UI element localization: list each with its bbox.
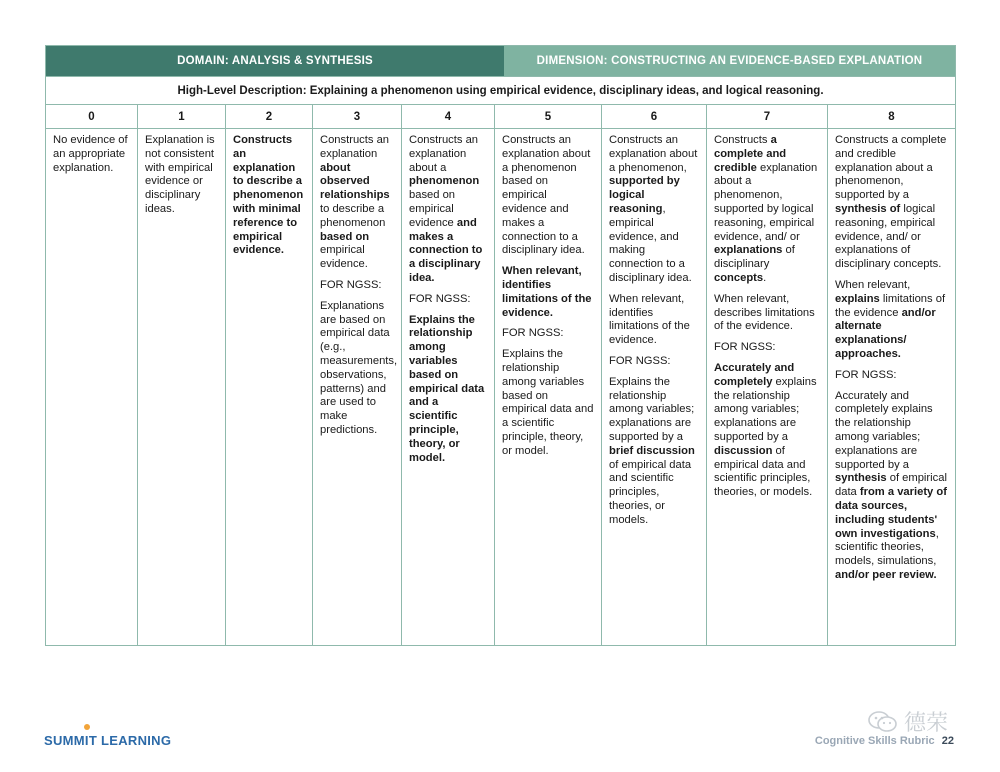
cell-3-p1d: based on — [320, 230, 370, 243]
cell-6-p1b: supported by logical reasoning — [609, 175, 680, 215]
cell-3-p1e: empirical evidence. — [320, 244, 368, 271]
cell-8-p3f: and/or peer review. — [835, 568, 937, 581]
cell-1-text: Explanation is not consistent with empirical evidence or disciplinary ideas. — [145, 134, 215, 215]
cell-7-p1a: Constructs — [714, 134, 771, 146]
header-row — [46, 46, 955, 76]
cell-3-p1a: Constructs an explanation — [320, 134, 390, 160]
cell-6-ngss-label: FOR NGSS: — [609, 354, 671, 367]
cell-3-ngss-label: FOR NGSS: — [320, 278, 382, 291]
cell-4-p1c: based on empirical evidence — [409, 189, 457, 229]
score-8: 8 — [827, 105, 955, 128]
cell-8-p1b: synthesis of — [835, 202, 901, 215]
cell-3 — [312, 129, 401, 645]
cell-7-p3 — [714, 362, 820, 500]
footer-page-info — [815, 735, 954, 747]
descriptor-row — [46, 128, 955, 645]
cell-8-p1c: logical reasoning, empirical evidence, and/ or explanations of disciplinary concepts. — [835, 202, 942, 271]
cell-5-p2: When relevant, identifies limitations of the evidence. — [502, 265, 592, 319]
cell-6-p3a: Explains the relationship among variables; explanations are supported by a — [609, 375, 695, 443]
score-3: 3 — [312, 105, 401, 128]
cell-8-p2d: and/or alternate explanations/ approaches. — [835, 306, 936, 360]
cell-4-p1 — [409, 134, 487, 286]
cell-7-p3b: explains the relationship among variables; explanations are supported by a — [714, 375, 817, 443]
cell-7-ngss-label: FOR NGSS: — [714, 341, 776, 354]
cell-7-p1g: . — [763, 271, 767, 284]
cell-3-p1b: about observed relationships — [320, 161, 390, 202]
cell-8 — [827, 129, 955, 645]
cell-7-p2: When relevant, describes limitations of the evidence. — [714, 292, 815, 333]
high-level-description: High-Level Description: Explaining a phenomenon using empirical evidence, disciplinary ideas, and logical reasoning. — [46, 76, 955, 104]
score-0: 0 — [88, 110, 95, 123]
cell-7-p3c: discussion — [714, 444, 773, 457]
cell-8-p2b: explains — [835, 292, 880, 305]
cell-7-p1d: explanations — [714, 244, 783, 257]
cell-7-p3d: of empirical data and scientific principles, theories, or models. — [714, 444, 813, 499]
cell-6-p1a: Constructs an explanation about a phenomenon, — [609, 134, 698, 174]
cell-8-p2a: When relevant, — [835, 278, 911, 291]
cell-8-p2c: limitations of the evidence — [835, 292, 946, 319]
cell-4-p2: Explains the relationship among variables based on empirical data and a scientific principle, theory, or model. — [409, 313, 485, 464]
cell-6-p3c: of empirical data and scientific principles, theories, or models. — [609, 458, 692, 526]
cell-8-p3c: of empirical data — [835, 472, 947, 499]
cell-8-p3e: , scientific theories, models, simulations, — [835, 527, 939, 568]
score-7: 7 — [706, 105, 827, 128]
cell-6-p1 — [609, 134, 699, 286]
cell-5-p3: Explains the relationship among variables based on empirical data and a scientific principle, theory, or model. — [502, 348, 594, 457]
cell-5-ngss-label: FOR NGSS: — [502, 327, 564, 340]
page-number: 22 — [941, 735, 954, 747]
cell-0-text: No evidence of an appropriate explanation. — [53, 134, 128, 174]
cell-8-p3 — [835, 390, 948, 583]
cell-4 — [401, 129, 494, 645]
rubric-table — [45, 45, 956, 646]
cell-3-p1 — [320, 134, 394, 272]
cell-5-p1: Constructs an explanation about a phenomenon based on empirical evidence and makes a connection to a disciplinary idea. — [502, 134, 591, 257]
footer-title: Cognitive Skills Rubric — [814, 735, 935, 747]
cell-4-p1b: phenomenon — [409, 175, 480, 188]
dimension-header: DIMENSION: CONSTRUCTING AN EVIDENCE-BASED EXPLANATION — [504, 46, 955, 76]
wechat-icon — [868, 710, 898, 734]
wechat-watermark — [868, 706, 948, 737]
cell-1 — [137, 129, 225, 645]
score-row — [46, 104, 955, 128]
cell-2 — [225, 129, 312, 645]
cell-6-p3b: brief discussion — [609, 444, 695, 457]
cell-7-p1c: explanation about a phenomenon, supported by logical reasoning, empirical evidence, and/ or — [714, 161, 818, 243]
summit-learning-logo — [44, 733, 171, 748]
logo-dot-icon — [84, 724, 90, 730]
cell-7-p1e: of disciplinary — [714, 244, 795, 271]
cell-3-p2: Explanations are based on empirical data (e.g., measurements, observations, patterns) and are used to make predictions. — [320, 299, 398, 436]
cell-3-p1c: to describe a phenomenon — [320, 202, 386, 229]
cell-6-p3 — [609, 376, 699, 528]
cell-0 — [46, 129, 137, 645]
score-1: 1 — [137, 105, 225, 128]
cell-7-p1 — [714, 134, 820, 286]
cell-5 — [494, 129, 601, 645]
cell-6-p1c: , empirical evidence, and making connection to a disciplinary idea. — [609, 202, 692, 284]
cell-4-ngss-label: FOR NGSS: — [409, 292, 471, 305]
score-6: 6 — [601, 105, 706, 128]
domain-header: DOMAIN: ANALYSIS & SYNTHESIS — [46, 46, 504, 76]
cell-4-p1d: and makes a connection to a disciplinary idea. — [409, 216, 483, 284]
cell-4-p1a: Constructs an explanation about a — [409, 134, 479, 174]
cell-8-p1 — [835, 134, 948, 272]
cell-7-p3a: Accurately and completely — [714, 361, 795, 388]
cell-8-p3b: synthesis — [835, 472, 887, 485]
logo-text: SUMMIT LEARNING — [44, 733, 172, 748]
cell-8-ngss-label: FOR NGSS: — [835, 368, 897, 381]
cell-6 — [601, 129, 706, 645]
watermark-text: 德荣 — [904, 710, 949, 735]
cell-8-p3d: from a variety of data sources, including students' own investigations — [835, 486, 947, 540]
cell-8-p1a: Constructs a complete and credible explanation about a phenomenon, supported by a — [835, 134, 947, 202]
cell-7-p1f: concepts — [714, 271, 764, 284]
cell-7 — [706, 129, 827, 645]
score-5: 5 — [494, 105, 601, 128]
cell-7-p1b: a complete and credible — [714, 134, 787, 174]
cell-6-p2: When relevant, identifies limitations of the evidence. — [609, 292, 690, 347]
score-2: 2 — [225, 105, 312, 128]
cell-8-p3a: Accurately and completely explains the relationship among variables; explanations are supported by a — [835, 389, 933, 471]
cell-8-p2 — [835, 279, 948, 362]
score-4: 4 — [401, 105, 494, 128]
cell-2-text: Constructs an explanation to describe a phenomenon with minimal reference to empirical evidence. — [233, 134, 304, 257]
